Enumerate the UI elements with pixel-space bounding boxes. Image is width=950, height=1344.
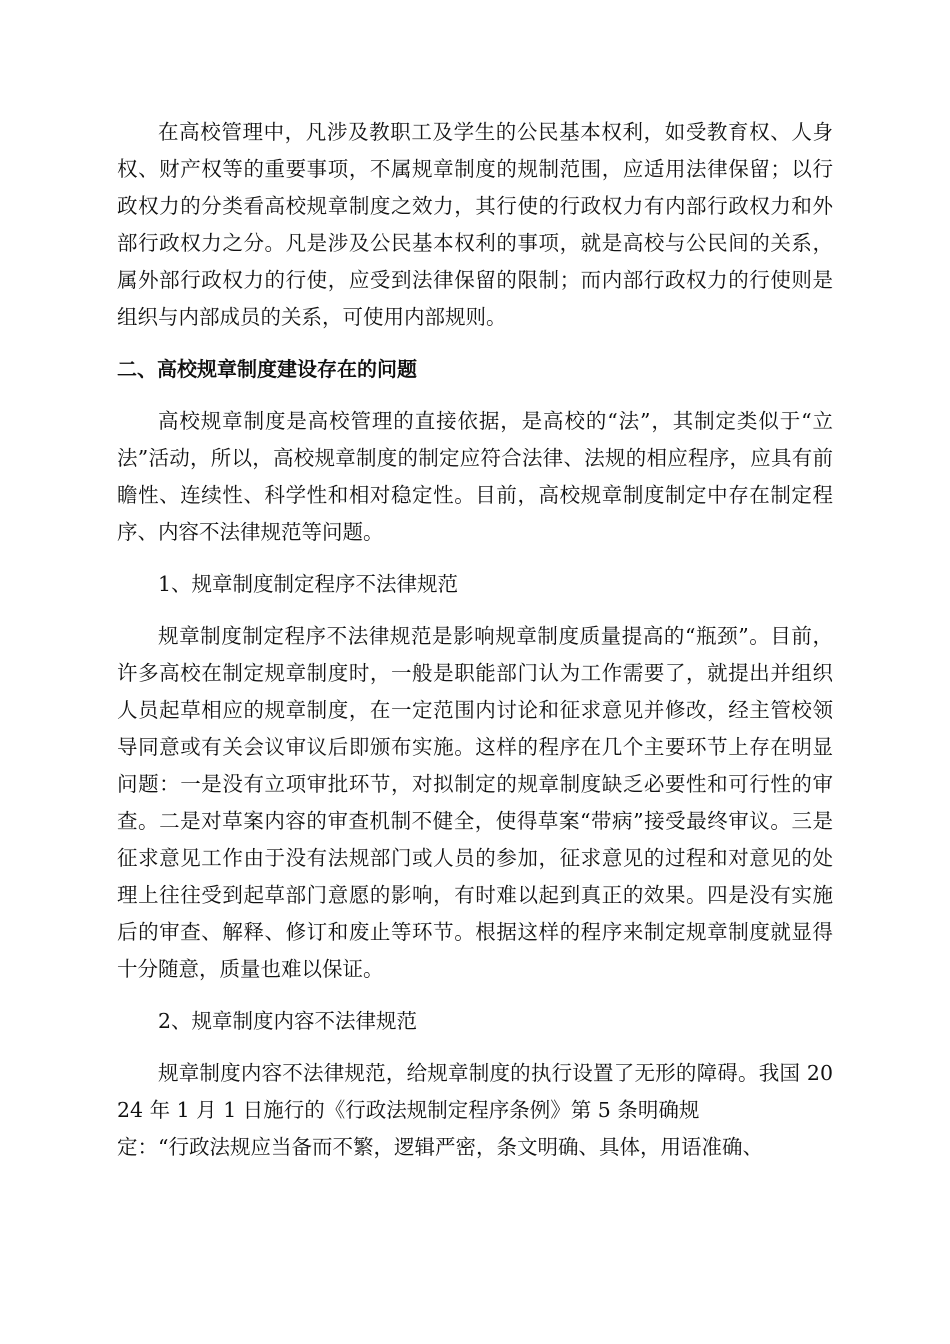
document-page (117, 114, 833, 1166)
paragraph-content-issues (117, 1055, 833, 1166)
paragraph-legal-reservation: 在高校管理中，凡涉及教职工及学生的公民基本权利，如受教育权、人身权、财产权等的重要事项，不属规章制度的规制范围，应适用法律保留；以行政权力的分类看高校规章制度之效力，其行使的行政权力有内部行政权力和外部行政权力之分。凡是涉及公民基本权利的事项，就是高校与公民间的关系，属外部行政权力的行使，应受到法律保留的限制；而内部行政权力的行使则是组织与内部成员的关系，可使用内部规则。 (117, 120, 833, 329)
paragraph-content-line-b: 定：“行政法规应当备而不繁，逻辑严密，条文明确、具体，用语准确、 (117, 1135, 763, 1159)
paragraph-regulation-basis: 高校规章制度是高校管理的直接依据，是高校的“法”，其制定类似于“立法”活动，所以，高校规章制度的制定应符合法律、法规的相应程序，应具有前瞻性、连续性、科学性和相对稳定性。目前，高校规章制度制定中存在制定程序、内容不法律规范等问题。 (117, 409, 833, 544)
section-heading-2: 二、高校规章制度建设存在的问题 (117, 357, 417, 381)
paragraph-procedure-issues: 规章制度制定程序不法律规范是影响规章制度质量提高的“瓶颈”。目前，许多高校在制定规章制度时，一般是职能部门认为工作需要了，就提出并组织人员起草相应的规章制度，在一定范围内讨论和征求意见并修改，经主管校领导同意或有关会议审议后即颁布实施。这样的程序在几个主要环节上存在明显问题：一是没有立项审批环节，对拟制定的规章制度缺乏必要性和可行性的审查。二是对草案内容的审查机制不健全，使得草案“带病”接受最终审议。三是征求意见工作由于没有法规部门或人员的参加，征求意见的过程和对意见的处理上往往受到起草部门意愿的影响，有时难以起到真正的效果。四是没有实施后的审查、解释、修订和废止等环节。根据这样的程序来制定规章制度就显得十分随意，质量也难以保证。 (117, 624, 833, 981)
paragraph-content-line-a: 规章制度内容不法律规范，给规章制度的执行设置了无形的障碍。我国 2024 年 1 月 1 日施行的《行政法规制定程序条例》第 5 条明确规 (117, 1061, 833, 1122)
subheading-content: 2、规章制度内容不法律规范 (158, 1009, 418, 1033)
subheading-procedure: 1、规章制度制定程序不法律规范 (158, 572, 459, 596)
